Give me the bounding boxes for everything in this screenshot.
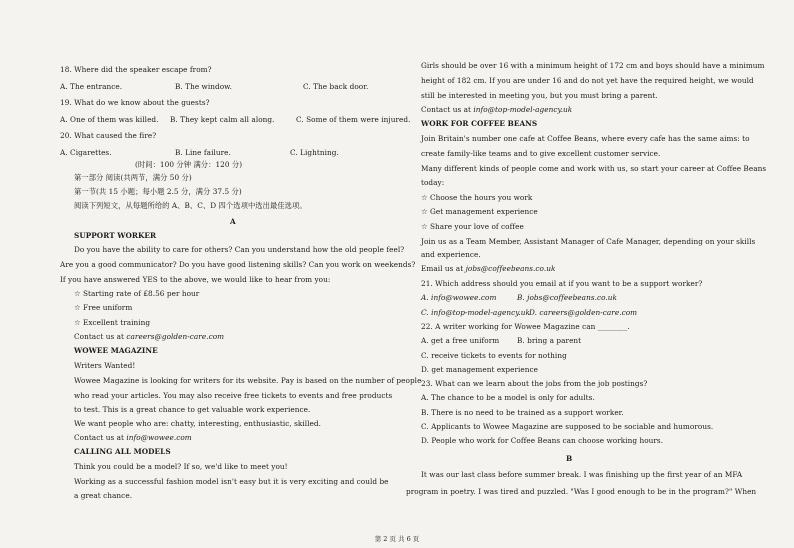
question-22: 22. A writer working for Wowee Magazine can ________. — [421, 322, 630, 331]
q23-option-b: B. There is no need to be trained as a support worker. — [421, 408, 624, 417]
coffee-join-2: and experience. — [421, 250, 481, 259]
models-text-3: a great chance. — [74, 491, 133, 500]
wowee-text-1: Wowee Magazine is looking for writers for its website. Pay is based on the number of people — [74, 376, 422, 385]
wowee-heading: WOWEE MAGAZINE — [74, 346, 158, 355]
section-one-heading: 第一节(共 15 小题；每小题 2.5 分，满分 37.5 分) — [74, 187, 242, 196]
support-worker-text-3: If you have answered YES to the above, we would like to hear from you: — [60, 275, 331, 284]
time-note: (时间：100 分钟 满分：120 分) — [135, 160, 243, 169]
q22-option-d: D. get management experience — [421, 365, 539, 374]
coffee-email — [421, 264, 555, 274]
question-21: 21. Which address should you email at if you want to be a support worker? — [421, 279, 703, 288]
models-text-2: Working as a successful fashion model isn't easy but it is very exciting and could be — [74, 477, 389, 486]
support-worker-item-1: ☆ Starting rate of £8.56 per hour — [74, 289, 200, 298]
coffee-item-2: ☆ Get management experience — [421, 207, 538, 216]
q20-option-b: B. Line failure. — [175, 148, 231, 157]
support-worker-text-2: Are you a good communicator? Do you have good listening skills? Can you work on weekends? — [60, 260, 416, 269]
passage-a-label: A — [230, 217, 236, 226]
models-cont-1: Girls should be over 16 with a minimum height of 172 cm and boys should have a minimum — [421, 61, 765, 70]
models-contact — [421, 105, 572, 115]
contact-prefix: Contact us at — [74, 332, 127, 341]
email-prefix: Email us at — [421, 264, 466, 273]
wowee-text-2: who read your articles. You may also receive free tickets to events and free products — [74, 391, 393, 400]
question-20: 20. What caused the fire? — [60, 131, 157, 140]
coffee-text-2: create family-like teams and to give excellent customer service. — [421, 149, 661, 158]
q19-option-b: B. They kept calm all along. — [170, 115, 275, 124]
question-18: 18. Where did the speaker escape from? — [60, 65, 212, 74]
q21-option-b: B. jobs@coffeebeans.co.uk — [517, 293, 618, 302]
passage-b-text-2: program in poetry. I was tired and puzzled. "Was I good enough to be in the program?" When — [406, 487, 757, 496]
support-worker-heading: SUPPORT WORKER — [74, 231, 157, 240]
q23-option-c: C. Applicants to Wowee Magazine are supposed to be sociable and humorous. — [421, 422, 714, 431]
q21-option-c: C. info@top-model-agency.uk — [421, 308, 531, 317]
q23-option-a: A. The chance to be a model is only for adults. — [421, 393, 595, 402]
coffee-text-1: Join Britain's number one cafe at Coffee Beans, where every cafe has the same aims: to — [421, 134, 750, 143]
coffee-text-3: Many different kinds of people come and work with us, so start your career at Coffee Beans — [421, 164, 767, 173]
coffee-item-3: ☆ Share your love of coffee — [421, 222, 524, 231]
question-19: 19. What do we know about the guests? — [60, 98, 210, 107]
models-email: info@top-model-agency.uk — [473, 105, 573, 114]
q18-option-a: A. The entrance. — [60, 82, 123, 91]
page-footer: 第 2 页 共 6 页 — [374, 535, 420, 543]
q18-option-c: C. The back door. — [303, 82, 369, 91]
support-worker-text-1: Do you have the ability to care for others? Can you understand how the old people feel? — [74, 245, 405, 254]
wowee-text-3: to test. This is a great chance to get valuable work experience. — [74, 405, 311, 414]
instructions: 阅读下列短文，从每题所给的 A、B、C、D 四个选项中选出最佳选项。 — [74, 201, 307, 210]
question-23: 23. What can we learn about the jobs from the job postings? — [421, 379, 648, 388]
q18-option-b: B. The window. — [175, 82, 232, 91]
q20-option-a: A. Cigarettes. — [60, 148, 112, 157]
support-worker-email: careers@golden-care.com — [126, 332, 225, 341]
wowee-contact — [74, 433, 192, 443]
q19-option-a: A. One of them was killed. — [60, 115, 159, 124]
models-cont-2: height of 182 cm. If you are under 16 and do not yet have the required height, we would — [421, 76, 754, 85]
wowee-email: info@wowee.com — [126, 433, 192, 442]
q21-option-d: D. careers@golden-care.com — [529, 308, 638, 317]
coffee-email-address: jobs@coffeebeans.co.uk — [465, 264, 556, 273]
contact-prefix: Contact us at — [421, 105, 474, 114]
q22-option-a: A. get a free uniform — [421, 336, 500, 345]
passage-b-label: B — [566, 454, 573, 463]
wowee-subheading: Writers Wanted! — [74, 361, 136, 370]
part-one-heading: 第一部分 阅读(共两节，满分 50 分) — [74, 173, 192, 182]
q21-option-a: A. info@wowee.com — [421, 293, 497, 302]
coffee-heading: WORK FOR COFFEE BEANS — [421, 119, 538, 128]
support-worker-contact — [74, 332, 224, 342]
models-text-1: Think you could be a model? If so, we'd like to meet you! — [74, 462, 288, 471]
q23-option-d: D. People who work for Coffee Beans can choose working hours. — [421, 436, 664, 445]
q22-option-c: C. receive tickets to events for nothing — [421, 351, 567, 360]
models-heading: CALLING ALL MODELS — [74, 447, 171, 456]
coffee-join-1: Join us as a Team Member, Assistant Manager of Cafe Manager, depending on your skills — [421, 237, 756, 246]
passage-b-text-1: It was our last class before summer break. I was finishing up the first year of an MFA — [421, 470, 743, 479]
support-worker-item-3: ☆ Excellent training — [74, 318, 151, 327]
contact-prefix: Contact us at — [74, 433, 127, 442]
models-cont-3: still be interested in meeting you, but you must bring a parent. — [421, 91, 658, 100]
coffee-text-4: today: — [421, 178, 445, 187]
q20-option-c: C. Lightning. — [290, 148, 339, 157]
q19-option-c: C. Some of them were injured. — [296, 115, 411, 124]
coffee-item-1: ☆ Choose the hours you work — [421, 193, 533, 202]
wowee-text-4: We want people who are: chatty, interesting, enthusiastic, skilled. — [74, 419, 321, 428]
q22-option-b: B. bring a parent — [517, 336, 582, 345]
support-worker-item-2: ☆ Free uniform — [74, 303, 133, 312]
